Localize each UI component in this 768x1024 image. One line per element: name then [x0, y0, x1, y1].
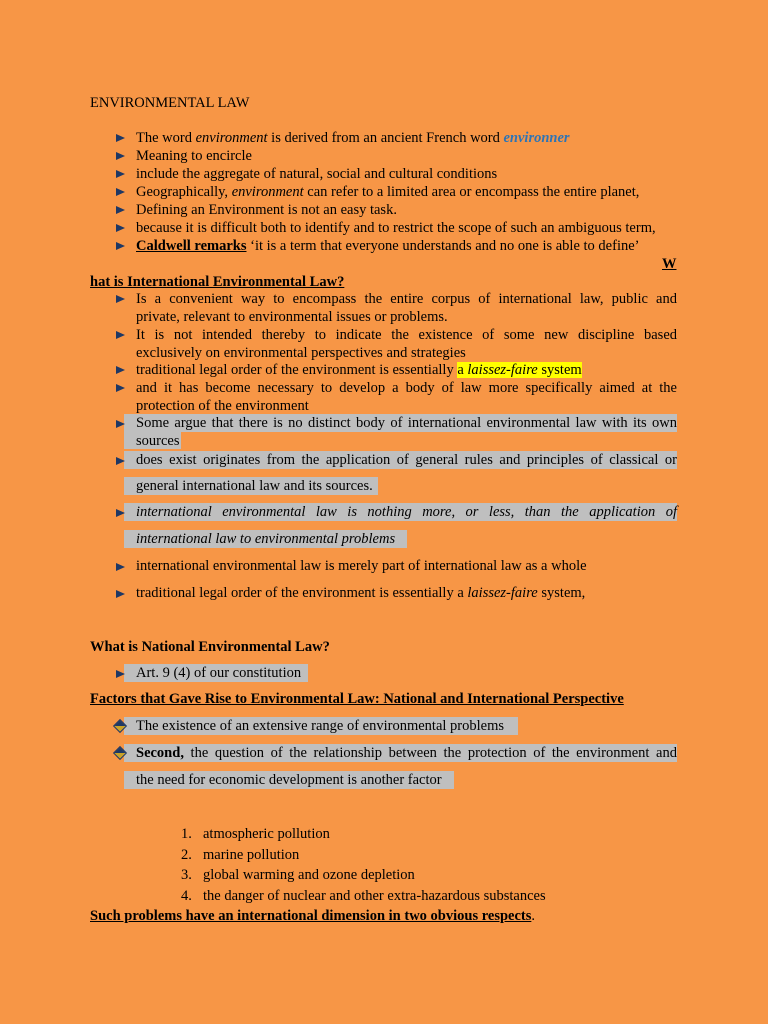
closing-statement: Such problems have an international dimension in two obvious respects.: [90, 908, 535, 924]
heading-factors: Factors that Gave Rise to Environmental Law: National and International Perspective: [90, 691, 624, 707]
list-item: Meaning to encircle: [136, 148, 252, 164]
list-number: 4.: [181, 888, 192, 904]
list-item-line: Some argue that there is no distinct body of international environmental law with its own: [136, 415, 677, 431]
list-item-line: the need for economic development is another factor: [136, 772, 442, 788]
bullet-arrow-icon: [116, 509, 125, 517]
bullet-arrow-icon: [116, 331, 125, 339]
heading-intl: hat is International Environmental Law?: [90, 274, 345, 290]
bullet-arrow-icon: [116, 670, 125, 678]
list-item-line: private, relevant to environmental issues or problems.: [136, 309, 448, 325]
list-item-line: protection of the environment: [136, 398, 309, 414]
list-item: include the aggregate of natural, social and cultural conditions: [136, 166, 498, 182]
list-item-line: sources: [136, 433, 180, 449]
list-item: international environmental law is merely part of international law as a whole: [136, 558, 587, 574]
bullet-arrow-icon: [116, 134, 125, 142]
bullet-arrow-icon: [116, 152, 125, 160]
list-item: traditional legal order of the environment is essentially a laissez-faire system: [136, 362, 582, 378]
list-item-line: and it has become necessary to develop a body of law more specifically aimed at the: [136, 380, 677, 396]
list-item: the danger of nuclear and other extra-hazardous substances: [203, 888, 546, 904]
highlight-yellow: a laissez-faire system: [457, 362, 582, 378]
list-number: 2.: [181, 847, 192, 863]
bullet-arrow-icon: [116, 295, 125, 303]
bullet-arrow-icon: [116, 224, 125, 232]
list-item-line: international environmental law is nothing more, or less, than the application of: [136, 504, 677, 520]
list-number: 1.: [181, 826, 192, 842]
bullet-arrow-icon: [116, 563, 125, 571]
list-item: Caldwell remarks ‘it is a term that everyone understands and no one is able to define’: [136, 238, 640, 254]
bullet-arrow-icon: [116, 366, 125, 374]
list-item: atmospheric pollution: [203, 826, 330, 842]
list-item: Defining an Environment is not an easy task.: [136, 202, 397, 218]
heading-intl-first-letter: W: [662, 256, 677, 272]
bullet-arrow-icon: [116, 590, 125, 598]
list-item: because it is difficult both to identify and to restrict the scope of such an ambiguous term,: [136, 220, 656, 236]
list-item: Geographically, environment can refer to a limited area or encompass the entire planet,: [136, 184, 640, 200]
bullet-arrow-icon: [116, 457, 125, 465]
list-item-line: does exist originates from the application of general rules and principles of classical or: [136, 452, 677, 468]
list-item-line: exclusively on environmental perspectives and strategies: [136, 345, 466, 361]
list-item-line: Second, the question of the relationship between the protection of the environment and: [136, 745, 677, 761]
bullet-arrow-icon: [116, 384, 125, 392]
list-item: traditional legal order of the environment is essentially a laissez-faire system,: [136, 585, 586, 601]
bullet-arrow-icon: [116, 170, 125, 178]
bullet-arrow-icon: [116, 206, 125, 214]
list-item-line: Is a convenient way to encompass the entire corpus of international law, public and: [136, 291, 677, 307]
heading-national: What is National Environmental Law?: [90, 639, 330, 655]
list-item: Art. 9 (4) of our constitution: [136, 665, 302, 681]
bullet-arrow-icon: [116, 420, 125, 428]
list-number: 3.: [181, 867, 192, 883]
list-item-line: general international law and its sources.: [136, 478, 373, 494]
list-item: The word environment is derived from an ancient French word environner: [136, 130, 570, 146]
bullet-arrow-icon: [116, 188, 125, 196]
list-item: The existence of an extensive range of environmental problems: [136, 718, 505, 734]
list-item-line: international law to environmental problems: [136, 531, 396, 547]
bullet-arrow-icon: [116, 242, 125, 250]
document-title: ENVIRONMENTAL LAW: [90, 95, 250, 111]
list-item: global warming and ozone depletion: [203, 867, 415, 883]
list-item: marine pollution: [203, 847, 300, 863]
list-item-line: It is not intended thereby to indicate the existence of some new discipline based: [136, 327, 677, 343]
